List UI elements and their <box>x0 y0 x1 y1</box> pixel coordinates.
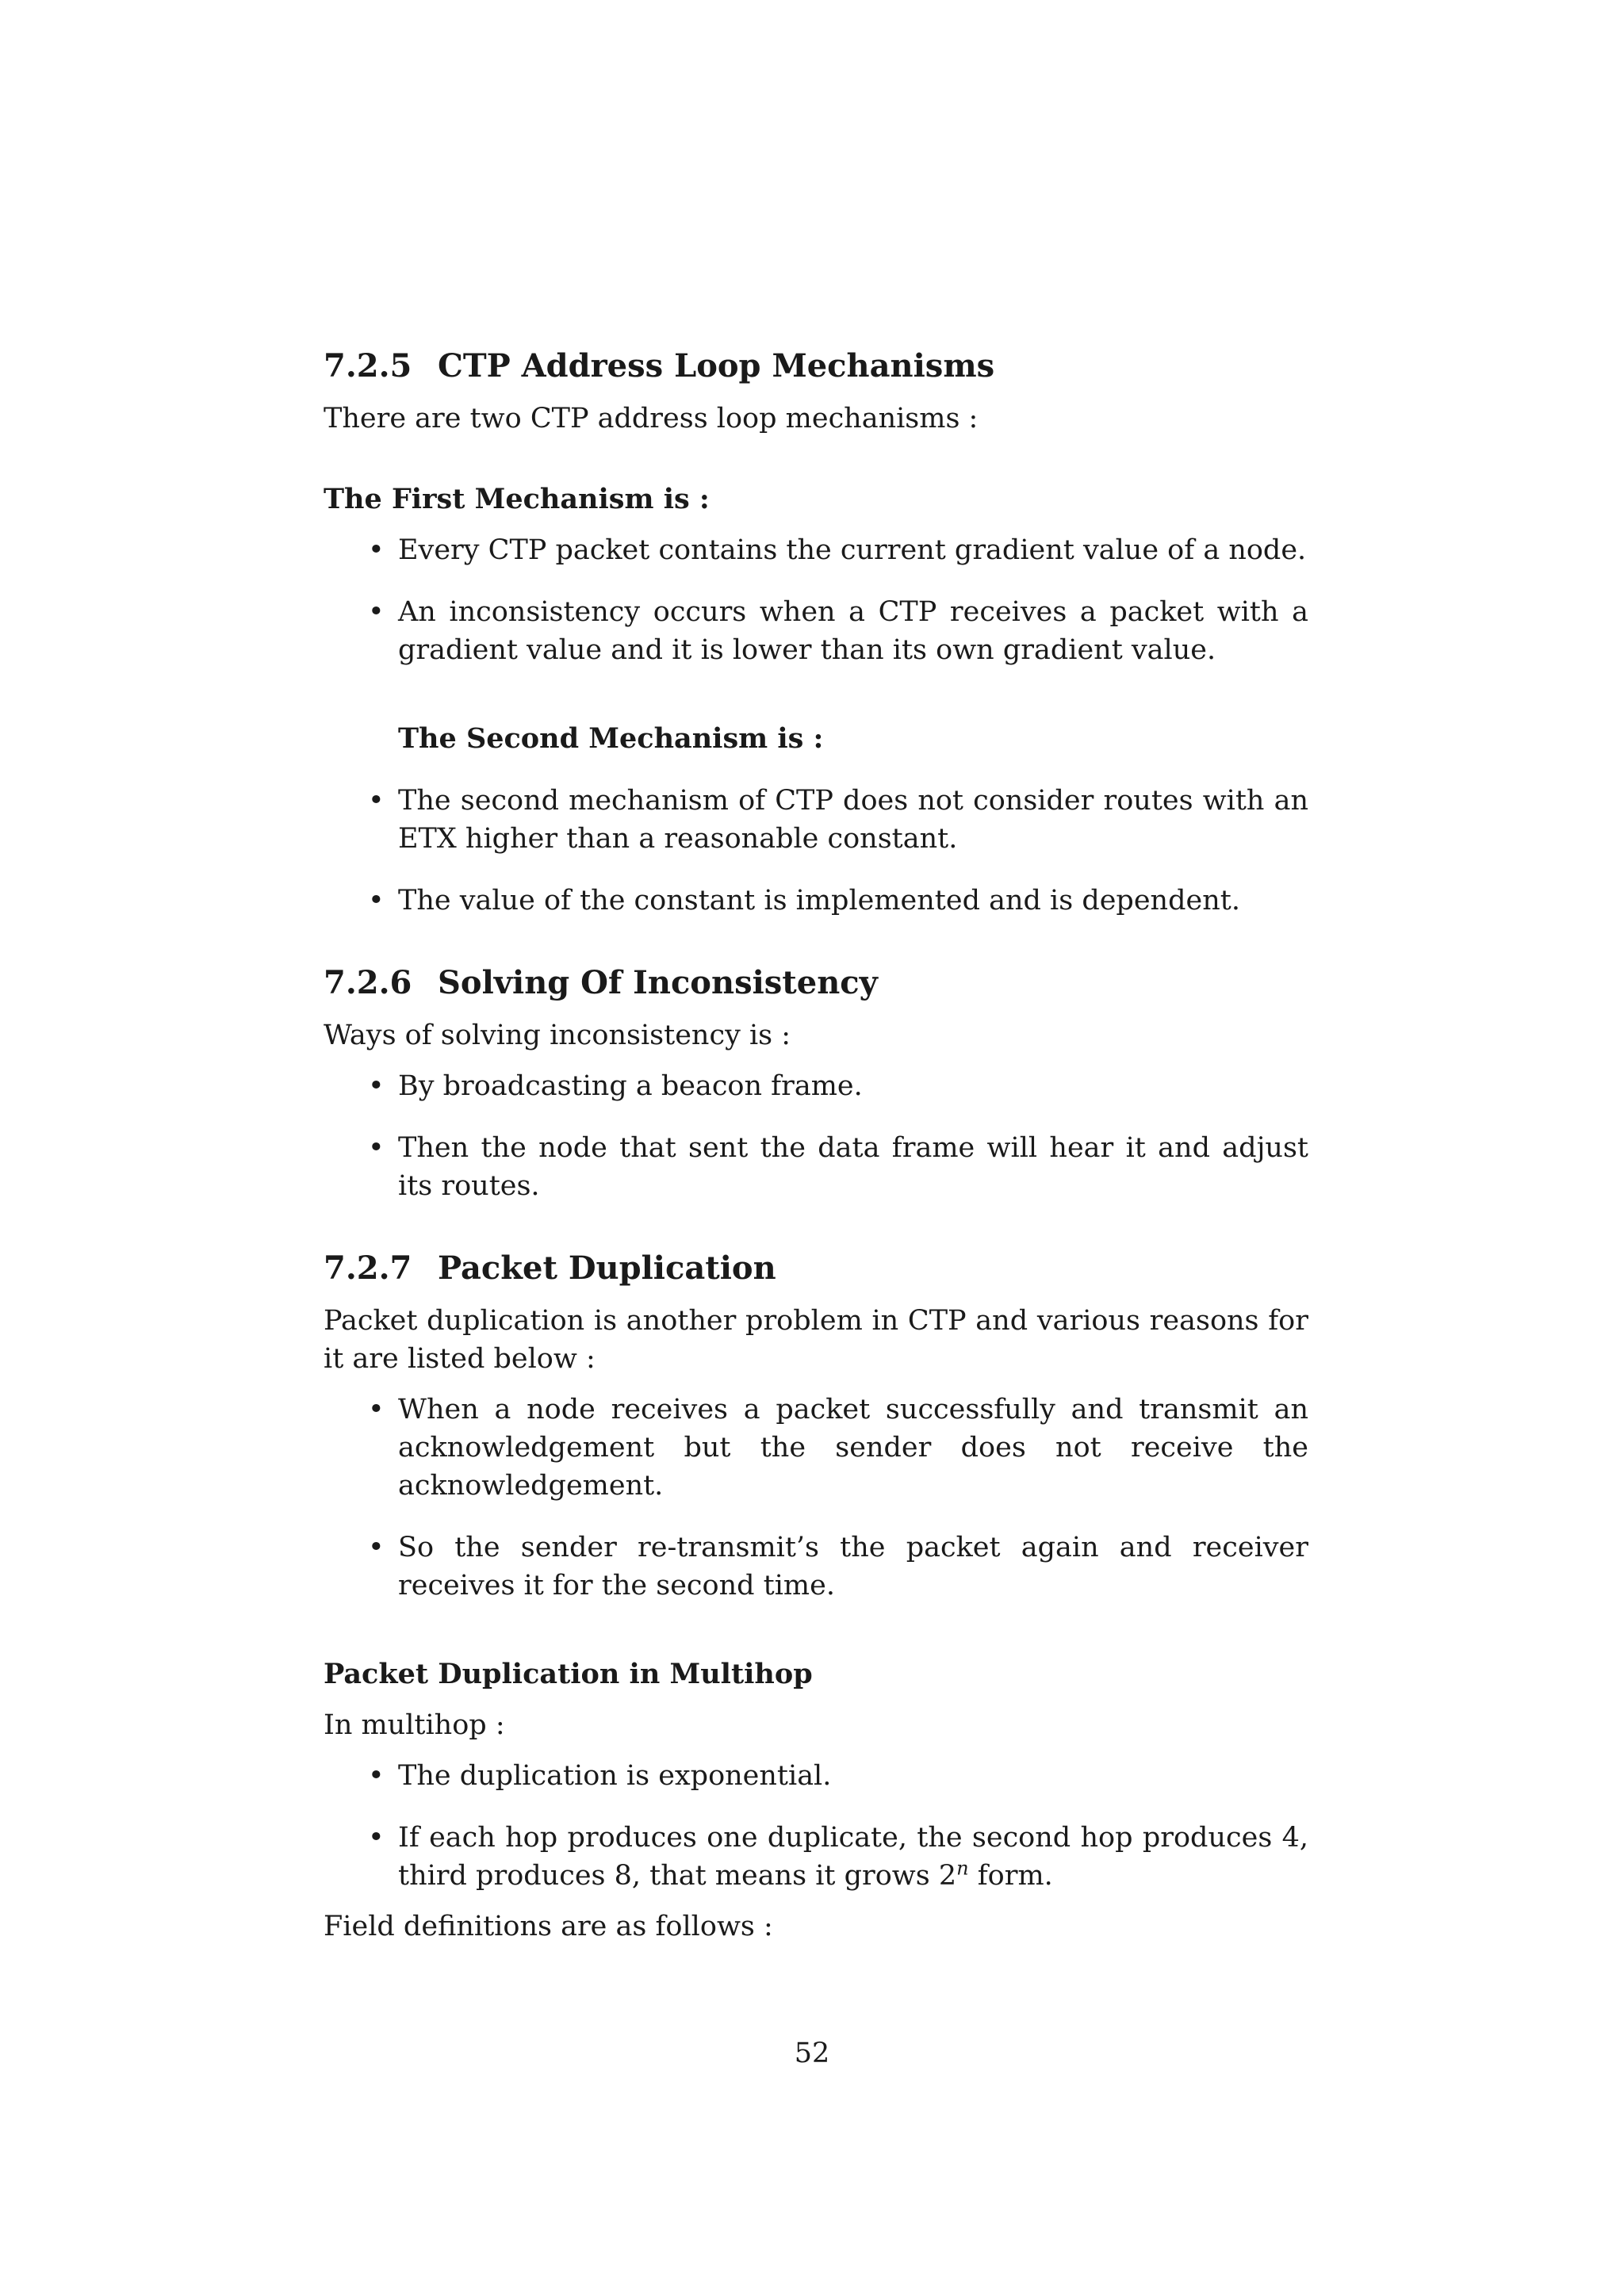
paragraph: Ways of solving inconsistency is : <box>324 1020 791 1051</box>
list-item <box>324 782 1308 858</box>
list-item-text: If each hop produces one duplicate, the second hop produces 4, third produces 8, that means it grows 2 <box>398 1822 1308 1892</box>
bullet-list <box>324 1757 1308 1895</box>
subheading-packet-duplication-multihop: Packet Duplication in Multihop <box>324 1658 813 1690</box>
subheading-second-mechanism: The Second Mechanism is : <box>398 722 824 755</box>
bullet-icon: • <box>368 534 385 566</box>
list-item-text: The value of the constant is implemented and is dependent. <box>398 885 1240 916</box>
list-item-text: The second mechanism of CTP does not consider routes with an ETX higher than a reasonable constant. <box>398 785 1308 855</box>
bullet-icon: • <box>368 885 385 916</box>
paragraph: Packet duplication is another problem in CTP and various reasons for it are listed below : <box>324 1305 1308 1375</box>
list-item <box>324 1129 1308 1205</box>
paragraph: In multihop : <box>324 1709 505 1741</box>
section-number: 7.2.7 <box>324 1249 412 1287</box>
bullet-icon: • <box>368 1760 385 1792</box>
paragraph: There are two CTP address loop mechanisms : <box>324 403 979 434</box>
list-item <box>324 1819 1308 1895</box>
list-item-text: Every CTP packet contains the current gradient value of a node. <box>398 534 1307 566</box>
section-title: Solving Of Inconsistency <box>438 964 878 1001</box>
list-item <box>324 1757 1308 1795</box>
bullet-icon: • <box>368 596 385 628</box>
section-number: 7.2.6 <box>324 964 412 1001</box>
section-heading-7-2-5 <box>324 346 1308 387</box>
list-item-text: When a node receives a packet successfully and transmit an acknowledgement but the sender does not receive the acknowledgement. <box>398 1394 1308 1502</box>
list-item <box>324 1391 1308 1505</box>
bullet-list <box>324 1391 1308 1605</box>
bullet-icon: • <box>368 785 385 817</box>
list-item <box>324 1067 1308 1105</box>
bullet-icon: • <box>368 1532 385 1563</box>
bullet-icon: • <box>368 1394 385 1425</box>
page-number: 52 <box>794 2038 830 2069</box>
bullet-list <box>324 531 1308 669</box>
list-item-text: Then the node that sent the data frame will hear it and adjust its routes. <box>398 1132 1308 1202</box>
bullet-list <box>324 782 1308 920</box>
bullet-icon: • <box>368 1070 385 1102</box>
list-item-text: By broadcasting a beacon frame. <box>398 1070 863 1102</box>
bullet-icon: • <box>368 1132 385 1164</box>
section-heading-7-2-7 <box>324 1248 1308 1289</box>
list-item <box>324 882 1308 920</box>
list-item <box>324 593 1308 669</box>
section-heading-7-2-6 <box>324 962 1308 1004</box>
list-item <box>324 1529 1308 1605</box>
section-title: CTP Address Loop Mechanisms <box>438 347 995 385</box>
superscript-exponent: n <box>956 1857 969 1880</box>
bullet-icon: • <box>368 1822 385 1854</box>
section-number: 7.2.5 <box>324 347 412 385</box>
section-title: Packet Duplication <box>438 1249 776 1287</box>
list-item-text: So the sender re-transmit’s the packet again and receiver receives it for the second time. <box>398 1532 1308 1601</box>
subheading-first-mechanism: The First Mechanism is : <box>324 483 710 515</box>
paragraph: Field definitions are as follows : <box>324 1911 773 1942</box>
list-item-text-suffix: form. <box>968 1860 1053 1892</box>
document-page <box>324 346 1308 1946</box>
list-item <box>324 531 1308 569</box>
bullet-list <box>324 1067 1308 1205</box>
list-item-text: An inconsistency occurs when a CTP receives a packet with a gradient value and it is lower than its own gradient value. <box>398 596 1308 666</box>
list-item-text: The duplication is exponential. <box>398 1760 832 1792</box>
